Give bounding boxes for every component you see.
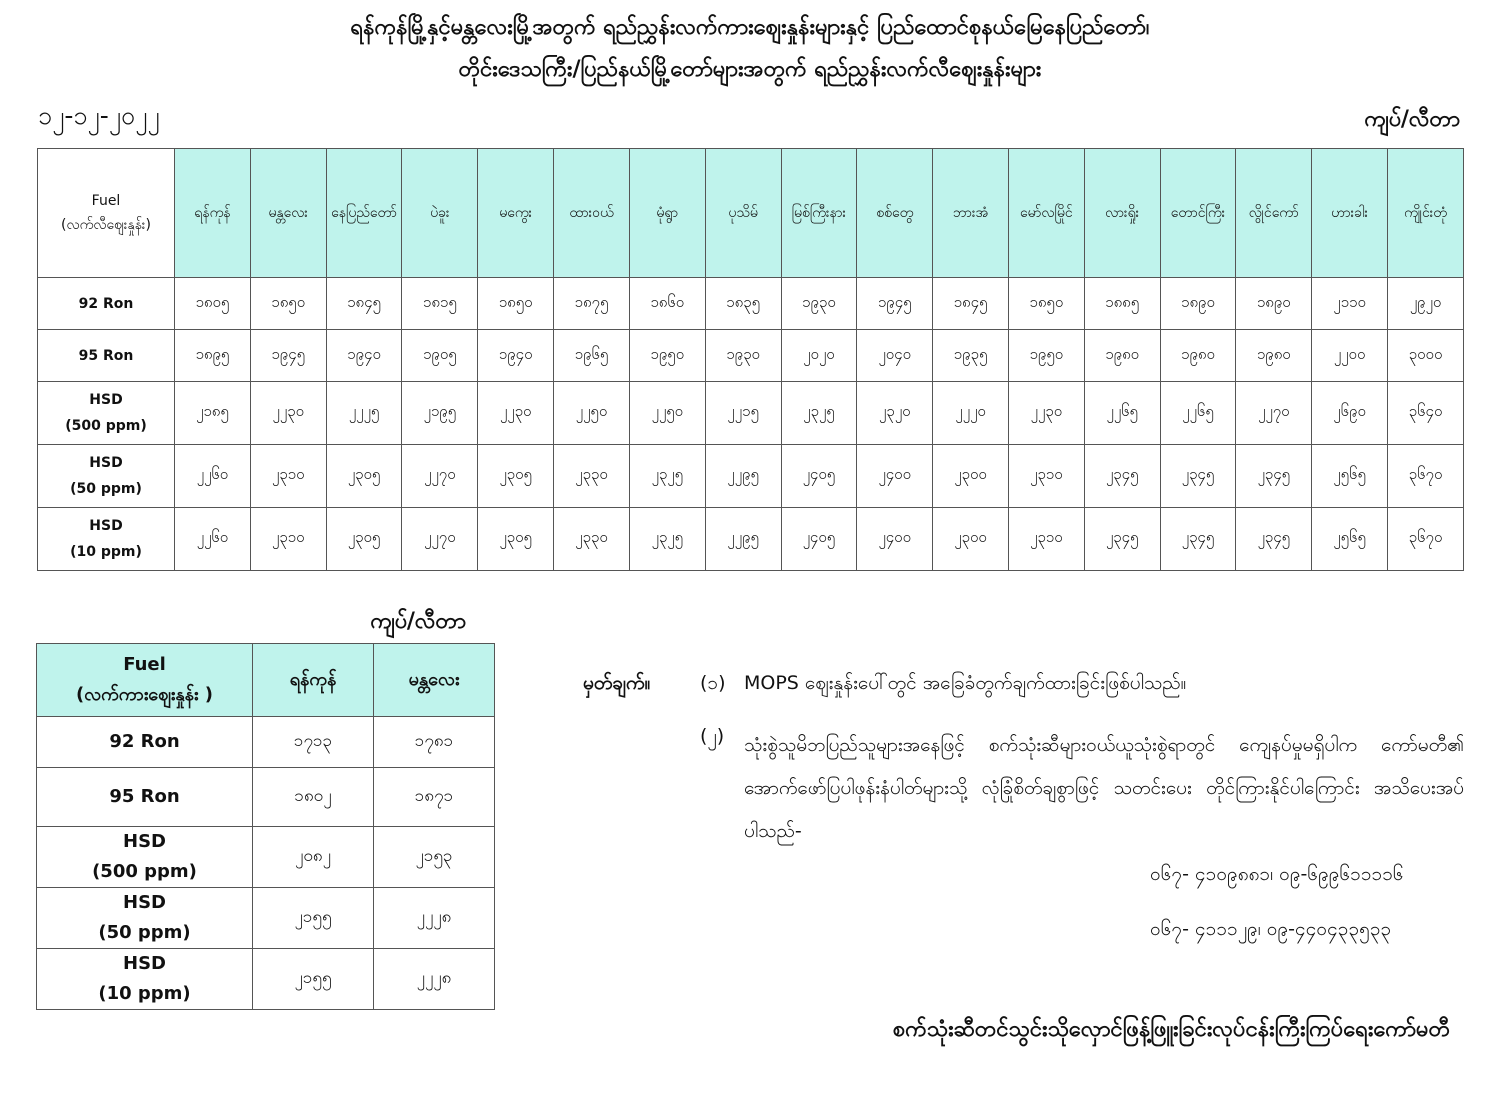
wholesale-unit-label: ကျပ်/လီတာ (370, 609, 466, 634)
wholesale-table-row (37, 717, 495, 768)
retail-price-cell: ၂၂၃၀ (250, 382, 326, 445)
retail-price-cell: ၂၆၉၀ (1312, 382, 1388, 445)
retail-price-cell: ၃၆၇၀ (1388, 445, 1464, 508)
retail-price-cell: ၁၉၅၀ (1008, 330, 1084, 382)
retail-price-cell: ၁၉၄၅ (857, 278, 933, 330)
retail-price-cell: ၃၆၄၀ (1388, 382, 1464, 445)
fuel-grade-label: (500 ppm) (65, 418, 147, 434)
fuel-type-label: HSD (89, 518, 123, 534)
retail-price-cell: ၁၈၅၀ (478, 278, 554, 330)
retail-fuel-label-cell (38, 508, 175, 571)
retail-price-cell: ၂၂၇၀ (402, 445, 478, 508)
retail-price-cell: ၂၅၆၅ (1312, 508, 1388, 571)
retail-table-row (38, 330, 1464, 382)
retail-price-cell: ၂၃၀၅ (478, 445, 554, 508)
wholesale-fuel-label-cell (37, 949, 253, 1010)
retail-price-cell: ၁၈၄၅ (933, 278, 1009, 330)
wholesale-price-cell: ၂၀၈၂ (253, 827, 374, 888)
wholesale-city-header: ရန်ကုန် (253, 644, 374, 717)
wholesale-table-row (37, 827, 495, 888)
retail-price-cell: ၃၀၀၀ (1388, 330, 1464, 382)
retail-city-header: ကျိုင်းတုံ (1388, 149, 1464, 278)
retail-price-cell: ၂၃၁၀ (250, 445, 326, 508)
retail-price-cell: ၁၈၃၅ (705, 278, 781, 330)
fuel-type-label: HSD (89, 392, 123, 408)
retail-fuel-label-cell (38, 445, 175, 508)
retail-price-cell: ၂၃၁၀ (250, 508, 326, 571)
retail-fuel-label-cell (38, 382, 175, 445)
retail-city-header: မန္တလေး (250, 149, 326, 278)
retail-price-cell: ၁၉၈၀ (1236, 330, 1312, 382)
wholesale-table-row (37, 888, 495, 949)
fuel-type-label: 95 Ron (78, 347, 134, 364)
retail-price-cell: ၂၄၀၅ (781, 445, 857, 508)
retail-price-cell: ၂၅၆၅ (1312, 445, 1388, 508)
retail-price-cell: ၁၈၄၅ (326, 278, 402, 330)
retail-fuel-label-cell (38, 330, 175, 382)
wholesale-fuel-label-cell (37, 827, 253, 888)
retail-price-cell: ၂၃၄၅ (1236, 445, 1312, 508)
retail-city-header: ဟားခါး (1312, 149, 1388, 278)
retail-price-cell: ၂၃၁၀ (1008, 508, 1084, 571)
retail-price-cell: ၂၁၈၅ (175, 382, 251, 445)
retail-price-cell: ၂၄၀၀ (857, 508, 933, 571)
fuel-header-sublabel: (လက်လီဈေးနှုန်း) (61, 217, 151, 233)
wholesale-table-row (37, 949, 495, 1010)
wholesale-price-cell: ၁၇၈၁ (374, 717, 495, 768)
retail-price-cell: ၂၀၄၀ (857, 330, 933, 382)
committee-signature: စက်သုံးဆီတင်သွင်းသိုလှောင်ဖြန့်ဖြူးခြင်းလုပ်ငန်းကြီးကြပ်ရေးကော်မတီ (892, 1017, 1450, 1042)
fuel-type-label: 92 Ron (78, 295, 134, 312)
phone-numbers-1: ၀၆၇- ၄၁၀၉၈၈၁၊ ၀၉-၆၉၉၆၁၁၁၁၆ (1150, 863, 1404, 885)
retail-price-cell: ၁၉၃၀ (781, 278, 857, 330)
phone-numbers-2: ၀၆၇- ၄၁၁၁၂၉၊ ၀၉-၄၄၀၄၃၃၅၃၃ (1150, 918, 1392, 940)
retail-city-header: ပုသိမ် (705, 149, 781, 278)
retail-table-row (38, 445, 1464, 508)
retail-city-header: မုံရွာ (629, 149, 705, 278)
retail-city-header: တောင်ကြီး (1160, 149, 1236, 278)
retail-price-cell: ၁၉၆၅ (554, 330, 630, 382)
wholesale-fuel-label-cell (37, 717, 253, 768)
retail-price-cell: ၂၃၀၀ (933, 445, 1009, 508)
retail-price-cell: ၂၂၆၅ (1160, 382, 1236, 445)
retail-price-cell: ၂၁၉၅ (402, 382, 478, 445)
retail-price-cell: ၂၂၅၀ (629, 382, 705, 445)
retail-price-cell: ၁၈၉၀ (1160, 278, 1236, 330)
retail-price-cell: ၁၉၄၅ (250, 330, 326, 382)
fuel-grade-label: (10 ppm) (70, 544, 142, 560)
retail-price-cell: ၃၆၇၀ (1388, 508, 1464, 571)
retail-price-cell: ၂၂၉၅ (705, 445, 781, 508)
title-line-1: ရန်ကုန်မြို့နှင့်မန္တလေးမြို့အတွက် ရည်ညွှန်းလက်ကားဈေးနှုန်းများနှင့် ပြည်ထောင်စုနယ်မြေနေပြည်တော်၊ (350, 15, 1150, 40)
retail-city-header: မော်လမြိုင် (1008, 149, 1084, 278)
retail-price-cell: ၂၂၇၀ (1236, 382, 1312, 445)
retail-city-header: လွိုင်ကော် (1236, 149, 1312, 278)
wholesale-price-cell: ၂၂၂၈ (374, 888, 495, 949)
retail-price-cell: ၁၈၉၀ (1236, 278, 1312, 330)
wholesale-city-header: မန္တလေး (374, 644, 495, 717)
retail-price-cell: ၁၉၈၀ (1160, 330, 1236, 382)
retail-city-header: လားရှိုး (1084, 149, 1160, 278)
retail-table-body (38, 278, 1464, 571)
retail-city-header: ရန်ကုန် (175, 149, 251, 278)
fuel-type-label: HSD (123, 953, 166, 974)
retail-price-cell: ၂၄၀၅ (781, 508, 857, 571)
retail-price-cell: ၂၁၁၀ (1312, 278, 1388, 330)
fuel-grade-label: (50 ppm) (98, 922, 191, 943)
retail-price-cell: ၁၈၇၅ (554, 278, 630, 330)
retail-price-cell: ၂၂၂၀ (933, 382, 1009, 445)
note-2-text: သုံးစွဲသူမိဘပြည်သူများအနေဖြင့် စက်သုံးဆီများဝယ်ယူသုံးစွဲရာတွင် ကျေနပ်မှုမရှိပါက ကော်မတီ၏ အောက်ဖော်ပြပါဖုန်းနံပါတ်များသို့ လုံခြုံစိတ်ချစွာဖြင့် သတင်းပေး တိုင်ကြားနိုင်ပါကြောင်း အသိပေးအပ်ပါသည်- (744, 734, 1464, 842)
retail-price-cell: ၁၉၄၀ (478, 330, 554, 382)
retail-price-cell: ၂၂၇၀ (402, 508, 478, 571)
wholesale-price-cell: ၂၁၅၅ (253, 949, 374, 1010)
retail-price-cell: ၁၉၃၅ (933, 330, 1009, 382)
retail-price-cell: ၁၈၅၀ (1008, 278, 1084, 330)
retail-price-cell: ၁၈၈၅ (1084, 278, 1160, 330)
wholesale-price-cell: ၂၁၅၃ (374, 827, 495, 888)
retail-price-cell: ၁၉၄၀ (326, 330, 402, 382)
retail-price-cell: ၂၃၄၅ (1084, 445, 1160, 508)
note-1-text: MOPS ဈေးနှုန်းပေါ်တွင် အခြေခံတွက်ချက်ထားခြင်းဖြစ်ပါသည်။ (744, 672, 1187, 694)
fuel-type-label: 92 Ron (109, 731, 180, 752)
retail-price-cell: ၂၃၀၀ (933, 508, 1009, 571)
retail-table-row (38, 508, 1464, 571)
retail-price-cell: ၂၃၁၀ (1008, 445, 1084, 508)
retail-price-cell: ၂၃၄၅ (1160, 508, 1236, 571)
retail-price-cell: ၂၃၀၅ (478, 508, 554, 571)
wholesale-table-row (37, 768, 495, 827)
unit-label: ကျပ်/လီတာ (1364, 107, 1460, 132)
retail-price-cell: ၂၃၄၅ (1084, 508, 1160, 571)
wholesale-fuel-header-cell (37, 644, 253, 717)
retail-price-cell: ၁၉၀၅ (402, 330, 478, 382)
retail-city-header: ထားဝယ် (554, 149, 630, 278)
fuel-type-label: HSD (89, 455, 123, 471)
wholesale-price-table (36, 643, 495, 1010)
notes-heading: မှတ်ချက်။ (583, 672, 651, 694)
wholesale-price-cell: ၁၈၇၁ (374, 768, 495, 827)
retail-price-cell: ၂၃၀၅ (326, 508, 402, 571)
wholesale-price-cell: ၁၇၁၃ (253, 717, 374, 768)
retail-header-row (38, 149, 1464, 278)
retail-price-cell: ၂၃၂၅ (629, 508, 705, 571)
title-line-2: တိုင်းဒေသကြီး/ပြည်နယ်မြို့တော်များအတွက် ရည်ညွှန်းလက်လီဈေးနှုန်းများ (458, 57, 1042, 82)
retail-price-cell: ၁၈၉၅ (175, 330, 251, 382)
retail-price-cell: ၁၉၅၀ (629, 330, 705, 382)
retail-price-cell: ၂၂၆၀ (175, 508, 251, 571)
retail-price-cell: ၂၂၆၀ (175, 445, 251, 508)
retail-price-cell: ၁၈၆၀ (629, 278, 705, 330)
retail-city-header: စစ်တွေ (857, 149, 933, 278)
wholesale-fuel-header-sublabel: (လက်ကားဈေးနှုန်း ) (76, 684, 213, 705)
retail-price-cell: ၂၃၄၅ (1160, 445, 1236, 508)
retail-price-cell: ၂၃၃၀ (554, 445, 630, 508)
fuel-grade-label: (10 ppm) (98, 983, 191, 1004)
retail-price-cell: ၂၉၂၀ (1388, 278, 1464, 330)
retail-price-cell: ၁၈၀၅ (175, 278, 251, 330)
retail-city-header: မကွေး (478, 149, 554, 278)
retail-city-header: ပဲခူး (402, 149, 478, 278)
retail-city-header: ဘားအံ (933, 149, 1009, 278)
wholesale-fuel-label-cell (37, 888, 253, 949)
retail-table-row (38, 278, 1464, 330)
retail-city-header: နေပြည်တော် (326, 149, 402, 278)
wholesale-fuel-label-cell (37, 768, 253, 827)
wholesale-price-cell: ၂၁၅၅ (253, 888, 374, 949)
retail-price-cell: ၂၂၁၅ (705, 382, 781, 445)
retail-price-cell: ၂၂၀၀ (1312, 330, 1388, 382)
fuel-type-label: 95 Ron (109, 786, 180, 807)
retail-price-cell: ၁၈၁၅ (402, 278, 478, 330)
note-1-number: (၁) (700, 672, 726, 694)
retail-table-row (38, 382, 1464, 445)
note-2-number: (၂) (700, 725, 725, 747)
retail-price-cell: ၂၃၂၀ (857, 382, 933, 445)
fuel-header-label: Fuel (91, 193, 121, 209)
retail-price-cell: ၂၃၄၅ (1236, 508, 1312, 571)
retail-price-cell: ၁၈၅၀ (250, 278, 326, 330)
retail-price-cell: ၁၉၃၀ (705, 330, 781, 382)
wholesale-price-cell: ၁၈၀၂ (253, 768, 374, 827)
wholesale-price-cell: ၂၂၂၈ (374, 949, 495, 1010)
retail-price-cell: ၂၂၅၀ (554, 382, 630, 445)
wholesale-table-body (37, 717, 495, 1010)
retail-price-cell: ၁၉၈၀ (1084, 330, 1160, 382)
retail-fuel-label-cell (38, 278, 175, 330)
fuel-grade-label: (50 ppm) (70, 481, 142, 497)
fuel-type-label: HSD (123, 892, 166, 913)
retail-city-header: မြစ်ကြီးနား (781, 149, 857, 278)
retail-price-cell: ၂၄၀၀ (857, 445, 933, 508)
retail-price-cell: ၂၃၂၅ (781, 382, 857, 445)
retail-price-cell: ၂၃၀၅ (326, 445, 402, 508)
retail-price-cell: ၂၀၂၀ (781, 330, 857, 382)
retail-price-cell: ၂၂၃၀ (478, 382, 554, 445)
retail-price-cell: ၂၂၉၅ (705, 508, 781, 571)
retail-price-cell: ၂၃၂၅ (629, 445, 705, 508)
fuel-grade-label: (500 ppm) (92, 861, 197, 882)
retail-price-cell: ၂၃၃၀ (554, 508, 630, 571)
fuel-header-cell (38, 149, 175, 278)
wholesale-header-row (37, 644, 495, 717)
retail-price-cell: ၂၂၂၅ (326, 382, 402, 445)
wholesale-fuel-header-label: Fuel (123, 654, 166, 675)
retail-price-table (37, 148, 1464, 571)
retail-price-cell: ၂၂၃၀ (1008, 382, 1084, 445)
retail-price-cell: ၂၂၆၅ (1084, 382, 1160, 445)
date: ၁၂-၁၂-၂၀၂၂ (38, 101, 160, 130)
fuel-type-label: HSD (123, 831, 166, 852)
